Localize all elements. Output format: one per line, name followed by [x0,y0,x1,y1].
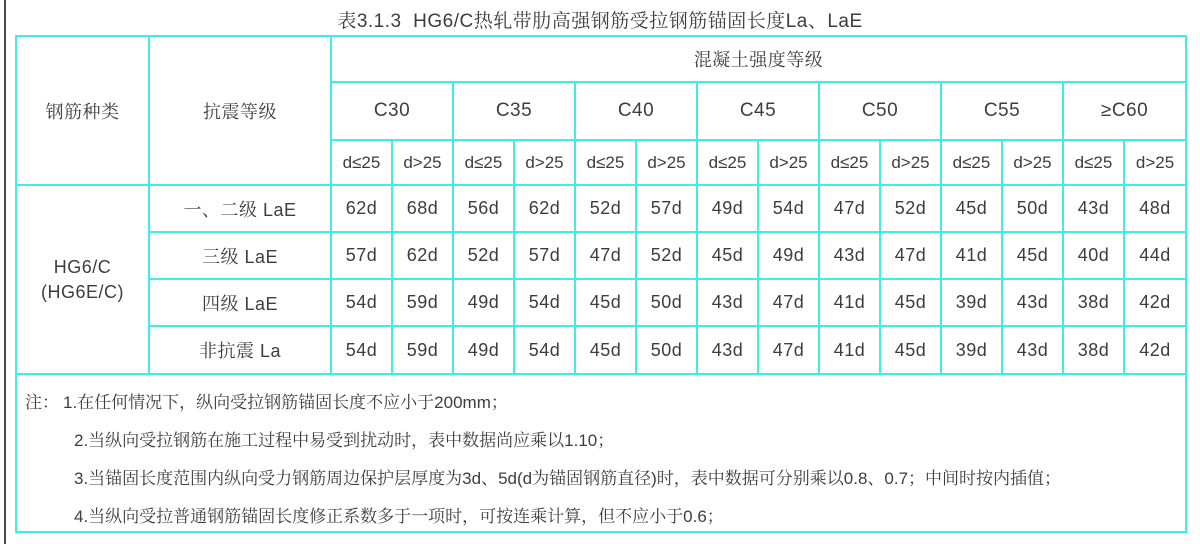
anchorage-value-cell: 54d [514,279,575,326]
anchorage-value-cell: 54d [331,326,392,373]
table-row [17,326,1185,373]
anchorage-table-box [15,35,1187,533]
header-steel-type: 钢筋种类 [17,37,149,185]
diameter-small-cell: d≤25 [453,140,514,185]
concrete-grade-cell: C55 [941,82,1063,140]
anchorage-value-cell: 49d [453,279,514,326]
anchorage-value-cell: 57d [514,232,575,279]
diameter-large-cell: d>25 [1124,140,1185,185]
anchorage-value-cell: 48d [1124,185,1185,232]
note-prefix: 注： [25,392,59,412]
diameter-large-cell: d>25 [758,140,819,185]
anchorage-value-cell: 45d [697,232,758,279]
anchorage-value-cell: 40d [1063,232,1124,279]
anchorage-value-cell: 41d [941,232,1002,279]
anchorage-value-cell: 38d [1063,326,1124,373]
seismic-level-cell: 三级 LaE [149,232,331,279]
diameter-small-cell: d≤25 [575,140,636,185]
concrete-grade-cell: C45 [697,82,819,140]
anchorage-value-cell: 43d [697,326,758,373]
header-seismic-grade: 抗震等级 [149,37,331,185]
anchorage-value-cell: 45d [880,326,941,373]
anchorage-value-cell: 47d [575,232,636,279]
anchorage-value-cell: 54d [758,185,819,232]
anchorage-value-cell: 50d [1002,185,1063,232]
anchorage-value-cell: 57d [331,232,392,279]
anchorage-value-cell: 47d [819,185,880,232]
notes-section [17,373,1185,529]
anchorage-value-cell: 47d [758,326,819,373]
anchorage-value-cell: 47d [880,232,941,279]
anchorage-value-cell: 41d [819,326,880,373]
anchorage-value-cell: 54d [514,326,575,373]
anchorage-value-cell: 50d [636,279,697,326]
diameter-large-cell: d>25 [514,140,575,185]
anchorage-length-table [17,37,1185,373]
seismic-level-cell: 一、二级 LaE [149,185,331,232]
concrete-grade-cell: ≥C60 [1063,82,1185,140]
note-line-4: 4.当纵向受拉普通钢筋锚固长度修正系数多于一项时，可按连乘计算，但不应小于0.6； [74,506,724,526]
anchorage-value-cell: 68d [392,185,453,232]
anchorage-value-cell: 38d [1063,279,1124,326]
diameter-large-cell: d>25 [636,140,697,185]
diameter-large-cell: d>25 [880,140,941,185]
concrete-grade-cell: C40 [575,82,697,140]
anchorage-value-cell: 59d [392,279,453,326]
anchorage-value-cell: 62d [392,232,453,279]
anchorage-value-cell: 44d [1124,232,1185,279]
anchorage-value-cell: 49d [697,185,758,232]
diameter-small-cell: d≤25 [331,140,392,185]
anchorage-value-cell: 62d [331,185,392,232]
anchorage-value-cell: 42d [1124,326,1185,373]
seismic-level-cell: 四级 LaE [149,279,331,326]
diameter-small-cell: d≤25 [697,140,758,185]
anchorage-value-cell: 43d [1002,326,1063,373]
diameter-large-cell: d>25 [1002,140,1063,185]
anchorage-value-cell: 39d [941,326,1002,373]
diameter-large-cell: d>25 [392,140,453,185]
anchorage-value-cell: 43d [1063,185,1124,232]
header-row-top [17,37,1185,82]
anchorage-value-cell: 52d [453,232,514,279]
seismic-level-cell: 非抗震 La [149,326,331,373]
diameter-small-cell: d≤25 [1063,140,1124,185]
anchorage-value-cell: 45d [941,185,1002,232]
note-line-2: 2.当纵向受拉钢筋在施工过程中易受到扰动时，表中数据尚应乘以1.10； [74,430,615,450]
anchorage-value-cell: 45d [1002,232,1063,279]
concrete-grade-cell: C35 [453,82,575,140]
diameter-small-cell: d≤25 [941,140,1002,185]
anchorage-value-cell: 43d [819,232,880,279]
anchorage-value-cell: 43d [1002,279,1063,326]
header-concrete-grade: 混凝土强度等级 [331,37,1185,82]
concrete-grade-cell: C50 [819,82,941,140]
anchorage-value-cell: 47d [758,279,819,326]
table-row [17,279,1185,326]
drawing-frame-line [4,0,6,544]
steel-type-cell [17,185,149,373]
table-row [17,232,1185,279]
table-row [17,185,1185,232]
anchorage-value-cell: 43d [697,279,758,326]
anchorage-value-cell: 49d [758,232,819,279]
anchorage-value-cell: 45d [880,279,941,326]
anchorage-value-cell: 59d [392,326,453,373]
concrete-grade-cell: C30 [331,82,453,140]
anchorage-value-cell: 52d [636,232,697,279]
anchorage-value-cell: 52d [880,185,941,232]
anchorage-value-cell: 45d [575,326,636,373]
anchorage-value-cell: 41d [819,279,880,326]
anchorage-value-cell: 42d [1124,279,1185,326]
anchorage-value-cell: 49d [453,326,514,373]
anchorage-value-cell: 50d [636,326,697,373]
anchorage-value-cell: 57d [636,185,697,232]
anchorage-value-cell: 45d [575,279,636,326]
steel-type-line1: HG6/C [53,257,112,278]
anchorage-value-cell: 54d [331,279,392,326]
anchorage-value-cell: 56d [453,185,514,232]
anchorage-value-cell: 39d [941,279,1002,326]
note-text: 1.在任何情况下，纵向受拉钢筋锚固长度不应小于200mm； [63,392,508,412]
steel-type-line2: (HG6E/C) [40,281,124,302]
note-line-3: 3.当锚固长度范围内纵向受力钢筋周边保护层厚度为3d、5d(d为锚固钢筋直径)时，表中数据可分别乘以0.8、0.7；中间时按内插值； [74,468,1062,488]
anchorage-value-cell: 62d [514,185,575,232]
table-title: 表3.1.3 HG6/C热轧带肋高强钢筋受拉钢筋锚固长度La、LaE [337,11,863,32]
anchorage-value-cell: 52d [575,185,636,232]
note-line-1 [25,381,1185,419]
diameter-small-cell: d≤25 [819,140,880,185]
